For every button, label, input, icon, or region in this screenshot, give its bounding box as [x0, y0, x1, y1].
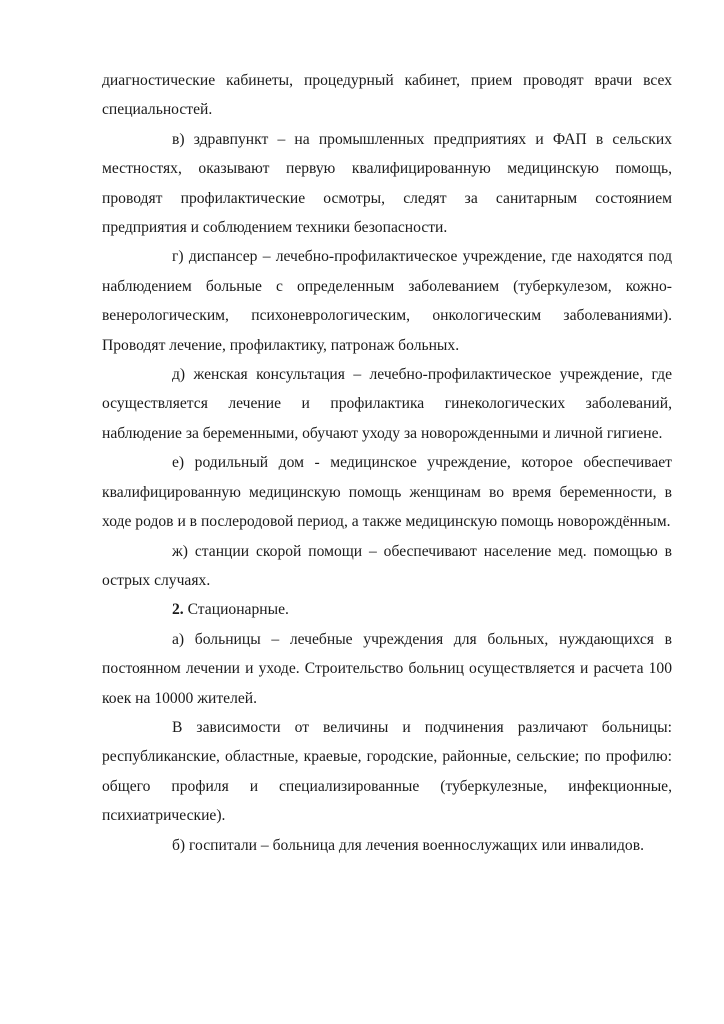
- paragraph-maternity-hospital: е) родильный дом - медицинское учреждение, которое обеспечивает квалифицированную медицинскую помощь женщинам во время беременности, в ходе родов и в послеродовой период, а также медицинскую помощь новорождённым.: [102, 454, 672, 531]
- paragraph-military-hospitals: б) госпитали – больница для лечения военнослужащих или инвалидов.: [172, 836, 644, 854]
- paragraph-clinic-rooms: диагностические кабинеты, процедурный кабинет, прием проводят врачи всех специальностей.: [102, 72, 672, 119]
- paragraph-hospitals: а) больницы – лечебные учреждения для больных, нуждающихся в постоянном лечении и уходе. Строительство больниц осуществляется и расчета 100 коек на 10000 жителей.: [102, 630, 672, 707]
- section-number: 2.: [172, 601, 184, 619]
- paragraph-ambulance-stations: ж) станции скорой помощи – обеспечивают население мед. помощью в острых случаях.: [102, 542, 672, 589]
- paragraph-dispensary: г) диспансер – лечебно-профилактическое учреждение, где находятся под наблюдением больные с определенным заболеванием (туберкулезом, кожно-венерологическим, психоневрологическим, онкологическим заболеваниями). Проводят лечение, профилактику, патронаж больных.: [102, 248, 672, 354]
- paragraph-hospital-types: В зависимости от величины и подчинения различают больницы: республиканские, областные, краевые, городские, районные, сельские; по профилю: общего профиля и специализированные (туберкулезные, инфекционные, психиатрические).: [102, 718, 672, 825]
- document-page: [102, 66, 672, 860]
- paragraph-health-post: в) здравпункт – на промышленных предприятиях и ФАП в сельских местностях, оказывают первую квалифицированную медицинскую помощь, проводят профилактические осмотры, следят за санитарным состоянием предприятия и соблюдением техники безопасности.: [102, 130, 672, 237]
- section-title: Стационарные.: [183, 601, 289, 619]
- paragraph-womens-consultation: д) женская консультация – лечебно-профилактическое учреждение, где осуществляется лечение и профилактика гинекологических заболеваний, наблюдение за беременными, обучают уходу за новорожденными и личной гигиене.: [102, 366, 672, 442]
- section-heading-inpatient: [102, 595, 672, 624]
